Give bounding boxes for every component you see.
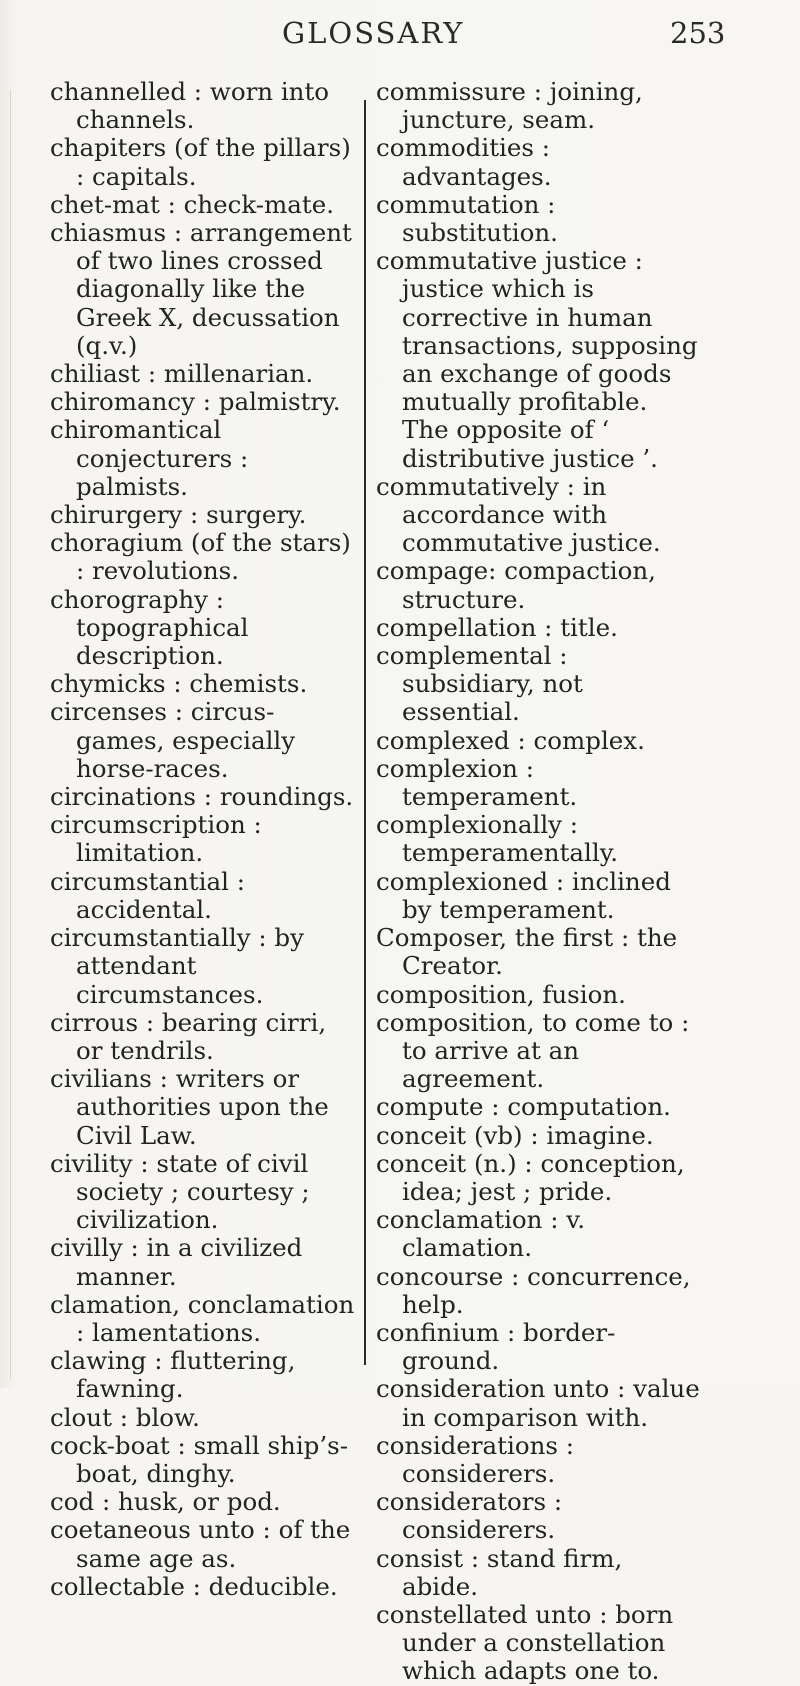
glossary-entry: chiromancy : palmistry. bbox=[50, 387, 341, 417]
glossary-entry: circumstantially : by attendant circumstances. bbox=[50, 923, 304, 1009]
glossary-entry: chapiters (of the pillars) : capitals. bbox=[50, 133, 351, 191]
glossary-entry: chorography : topographical description. bbox=[50, 584, 249, 671]
glossary-entry: commutation : substitution. bbox=[376, 189, 558, 248]
glossary-entry: complexion : temperament. bbox=[376, 753, 578, 812]
glossary-entry: chiasmus : arrangement of two lines crossed diagonally like the Greek X, decussation (q.v.) bbox=[50, 218, 352, 360]
glossary-entry: conclamation : v. clamation. bbox=[376, 1205, 586, 1263]
glossary-entry: civilians : writers or authorities upon the Civil Law. bbox=[50, 1064, 329, 1150]
running-title: GLOSSARY bbox=[282, 16, 465, 50]
glossary-entry: considerators : considerers. bbox=[376, 1487, 563, 1545]
glossary-entry: complemental : subsidiary, not essential. bbox=[376, 641, 583, 727]
glossary-entry: clamation, conclamation : lamentations. bbox=[50, 1289, 355, 1347]
glossary-column-left bbox=[50, 78, 356, 1601]
glossary-entry: confinium : border-ground. bbox=[376, 1317, 616, 1376]
glossary-entry: commodities : advantages. bbox=[376, 133, 552, 191]
glossary-entry: chiromantical conjecturers : palmists. bbox=[50, 415, 249, 501]
glossary-entry: clawing : fluttering, fawning. bbox=[50, 1346, 296, 1404]
glossary-entry: complexionally : temperamentally. bbox=[376, 810, 619, 868]
glossary-entry: consist : stand firm, abide. bbox=[376, 1543, 623, 1601]
glossary-entry: considerations : considerers. bbox=[376, 1430, 574, 1488]
glossary-entry: conceit (n.) : conception, idea; jest ; pride. bbox=[376, 1148, 685, 1206]
glossary-entry: civility : state of civil society ; courtesy ; civilization. bbox=[50, 1148, 310, 1235]
glossary-entry: Composer, the first : the Creator. bbox=[376, 923, 678, 981]
glossary-entry: constellated unto : born under a constellation which adapts one to. bbox=[376, 1599, 674, 1686]
glossary-entry: chymicks : chemists. bbox=[50, 669, 308, 699]
glossary-entry: complexed : complex. bbox=[376, 725, 645, 755]
page-header bbox=[0, 10, 800, 58]
glossary-entry: complexioned : inclined by temperament. bbox=[376, 866, 671, 924]
glossary-entry: circinations : roundings. bbox=[50, 782, 354, 812]
glossary-entry: composition, fusion. bbox=[376, 979, 626, 1009]
glossary-entry: choragium (of the stars) : revolutions. bbox=[50, 528, 351, 586]
glossary-entry: consideration unto : value in comparison with. bbox=[376, 1374, 700, 1432]
glossary-entry: channelled : worn into channels. bbox=[50, 77, 330, 135]
glossary-entry: civilly : in a civilized manner. bbox=[50, 1233, 303, 1291]
glossary-entry: coetaneous unto : of the same age as. bbox=[50, 1515, 351, 1573]
glossary-entry: chet-mat : check-mate. bbox=[50, 189, 335, 219]
glossary-entry: concourse : concurrence, help. bbox=[376, 1261, 691, 1319]
glossary-entry: cock-boat : small ship’s-boat, dinghy. bbox=[50, 1430, 348, 1488]
glossary-entry: chirurgery : surgery. bbox=[50, 500, 307, 530]
page-gutter-shadow bbox=[10, 90, 15, 1380]
glossary-entry: collectable : deducible. bbox=[50, 1571, 338, 1601]
glossary-entry: clout : blow. bbox=[50, 1402, 200, 1432]
glossary-entry: commissure : joining, juncture, seam. bbox=[376, 77, 643, 135]
glossary-entry: cirrous : bearing cirri, or tendrils. bbox=[50, 1007, 327, 1065]
glossary-entry: compute : computation. bbox=[376, 1092, 671, 1122]
glossary-entry: compellation : title. bbox=[376, 612, 618, 642]
glossary-entry: circumstantial : accidental. bbox=[50, 866, 245, 924]
glossary-entry: circumscription : limitation. bbox=[50, 810, 262, 868]
glossary-column-right bbox=[376, 78, 700, 1686]
glossary-entry: chiliast : millenarian. bbox=[50, 359, 314, 389]
page-number: 253 bbox=[670, 16, 726, 50]
column-divider bbox=[364, 100, 366, 1365]
glossary-entry: compage: compaction, structure. bbox=[376, 556, 656, 614]
glossary-entry: commutatively : in accordance with commutative justice. bbox=[376, 471, 661, 558]
glossary-entry: circenses : circus-games, especially horse-races. bbox=[50, 697, 296, 783]
glossary-entry: composition, to come to : to arrive at an agreement. bbox=[376, 1007, 690, 1094]
glossary-entry: cod : husk, or pod. bbox=[50, 1487, 281, 1517]
glossary-entry: commutative justice : justice which is corrective in human transactions, supposing an exchange of goods mutually profitable. The opposite of ‘ distributive justice ’. bbox=[376, 246, 698, 473]
glossary-entry: conceit (vb) : imagine. bbox=[376, 1120, 654, 1150]
